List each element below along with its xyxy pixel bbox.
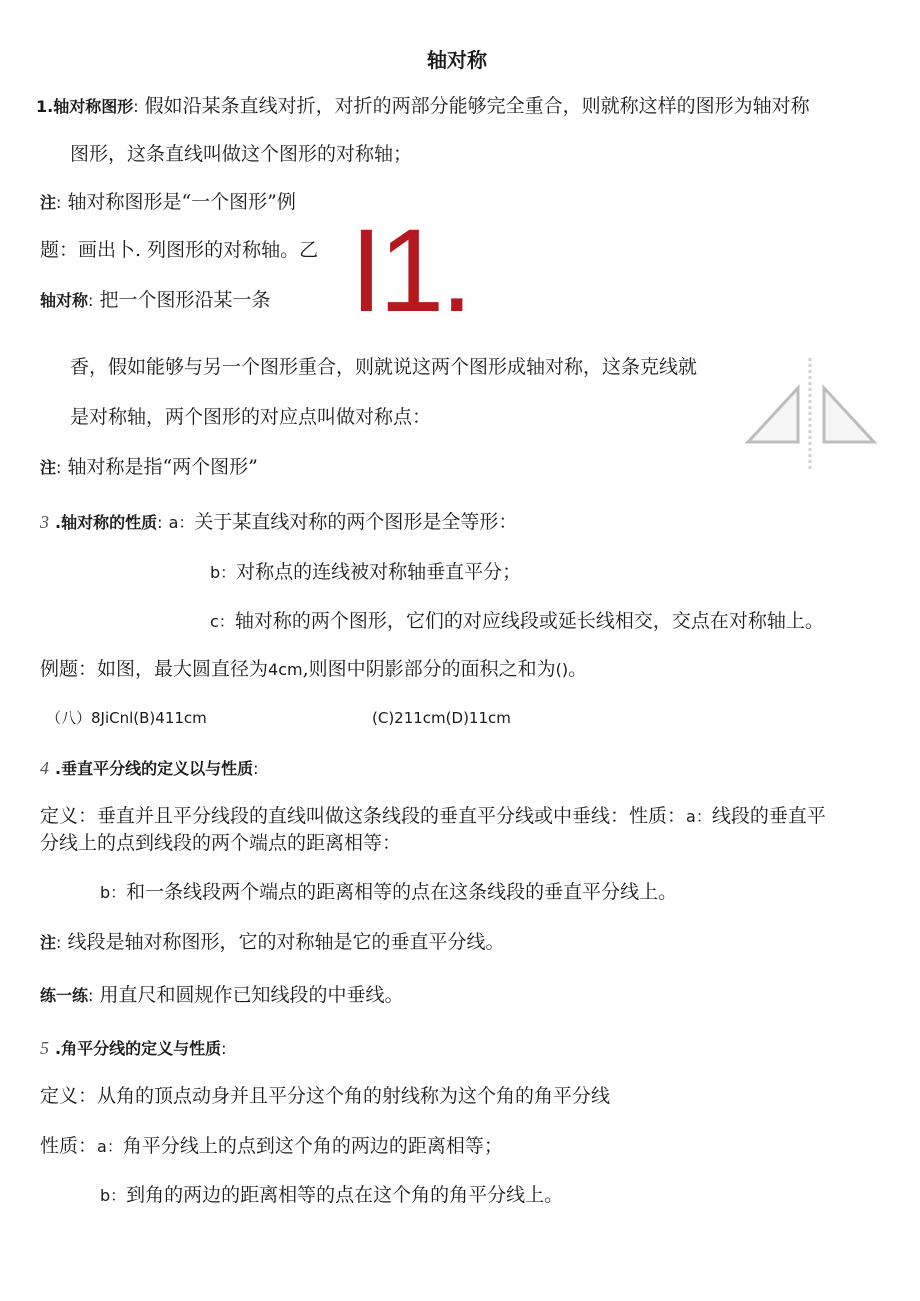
section4-heading <box>40 755 259 782</box>
item-marker: b： <box>100 883 127 902</box>
property-b-line <box>210 559 521 586</box>
property-label: 性质： <box>40 1135 98 1157</box>
item-marker: a： <box>97 1137 123 1156</box>
example1: 题：画出卜. 列图形的对称轴。乙 <box>40 239 319 261</box>
colon: : <box>56 193 62 212</box>
item-marker: b： <box>210 563 237 582</box>
section4-label: .垂直平分线的定义以与性质 <box>55 759 254 778</box>
colon: : <box>56 458 62 477</box>
note1 <box>40 189 296 216</box>
section2-line3: 是对称轴，两个图形的对应点叫做对称点： <box>70 406 432 428</box>
note2 <box>40 454 258 481</box>
section5-property-a-line <box>40 1133 503 1160</box>
section4-property-b-line <box>100 879 677 906</box>
section-number: 5 <box>40 1038 49 1058</box>
answer-blank: () <box>555 660 569 679</box>
property-b: 到角的两边的距离相等的点在这个角的角平分线上。 <box>126 1184 564 1206</box>
section1-line1 <box>36 93 810 120</box>
section1-label: 1.轴对称图形 <box>36 97 134 116</box>
practice <box>40 982 403 1009</box>
option-cd: (C)211cm(D)11cm <box>372 709 511 727</box>
section5-property-b-line <box>100 1182 563 1209</box>
section4-def-line1 <box>40 803 826 830</box>
property-c: 轴对称的两个图形，它们的对应线段或延长线相交，交点在对称轴上。 <box>234 610 824 632</box>
section2-label: 轴对称 <box>40 291 89 310</box>
colon: : <box>56 933 62 952</box>
section2-text: 把一个图形沿某一条 <box>99 289 271 311</box>
option-ab: （八）8JiCnl(B)411cm <box>46 709 207 727</box>
example2 <box>40 656 587 683</box>
right-triangle <box>824 388 874 442</box>
note-label: 注 <box>40 933 57 952</box>
colon: : <box>221 1039 227 1058</box>
colon: : <box>253 759 259 778</box>
section-number: 4 <box>40 758 49 778</box>
definition-text: 线段的垂直平 <box>711 805 826 827</box>
item-marker: a： <box>686 807 712 826</box>
period: 。 <box>568 658 588 680</box>
section1-line2: 图形，这条直线叫做这个图形的对称轴； <box>70 143 413 165</box>
colon: : <box>157 513 163 532</box>
left-triangle <box>748 388 798 442</box>
section2-line1 <box>40 287 270 314</box>
item-marker: b： <box>100 1186 127 1205</box>
property-a: 角平分线上的点到这个角的两边的距离相等； <box>122 1135 503 1157</box>
example-text: ,则图中阴影部分的面积之和为 <box>302 658 556 680</box>
note-text: 轴对称图形是“一个图形”例 <box>67 191 296 213</box>
large-red-mark: I1. <box>350 205 470 337</box>
note-text: 轴对称是指“两个图形” <box>67 456 258 478</box>
section1-text: 假如沿某条直线对折，对折的两部分能够完全重合，则就称这样的图形为轴对称 <box>144 95 810 117</box>
item-marker: a： <box>168 513 195 532</box>
symmetric-triangles-figure <box>740 356 890 471</box>
property-b: 和一条线段两个端点的距离相等的点在这条线段的垂直平分线上。 <box>126 881 678 903</box>
note-label: 注 <box>40 458 57 477</box>
section-number: 3 <box>40 512 49 532</box>
item-marker: c： <box>210 612 235 631</box>
page-title: 轴对称 <box>427 48 487 72</box>
definition-text: 定义：垂直并且平分线段的直线叫做这条线段的垂直平分线或中垂线：性质： <box>40 805 687 827</box>
section3-label: .轴对称的性质 <box>55 513 158 532</box>
section3-heading <box>40 509 517 536</box>
section2-line2: 香，假如能够与另一个图形重合，则就说这两个图形成轴对称，这条克线就 <box>70 356 698 378</box>
practice-label: 练一练 <box>40 986 89 1005</box>
section5-label: .角平分线的定义与性质 <box>55 1039 222 1058</box>
property-c-line <box>210 608 824 635</box>
colon: : <box>133 97 139 116</box>
colon: : <box>88 986 94 1005</box>
property-a: 关于某直线对称的两个图形是全等形： <box>194 511 518 533</box>
note3 <box>40 929 504 956</box>
example-text: 例题：如图，最大圆直径为 <box>40 658 269 680</box>
practice-text: 用直尺和圆规作已知线段的中垂线。 <box>99 984 404 1006</box>
section5-definition: 定义：从角的顶点动身并且平分这个角的射线称为这个角的角平分线 <box>40 1085 611 1107</box>
property-b: 对称点的连线被对称轴垂直平分； <box>236 561 522 583</box>
note-label: 注 <box>40 193 57 212</box>
section5-heading <box>40 1035 227 1062</box>
colon: : <box>88 291 94 310</box>
note-text: 线段是轴对称图形，它的对称轴是它的垂直平分线。 <box>67 931 505 953</box>
section4-def-line2: 分线上的点到线段的两个端点的距离相等： <box>40 832 402 854</box>
diameter-value: 4cm <box>268 660 303 679</box>
